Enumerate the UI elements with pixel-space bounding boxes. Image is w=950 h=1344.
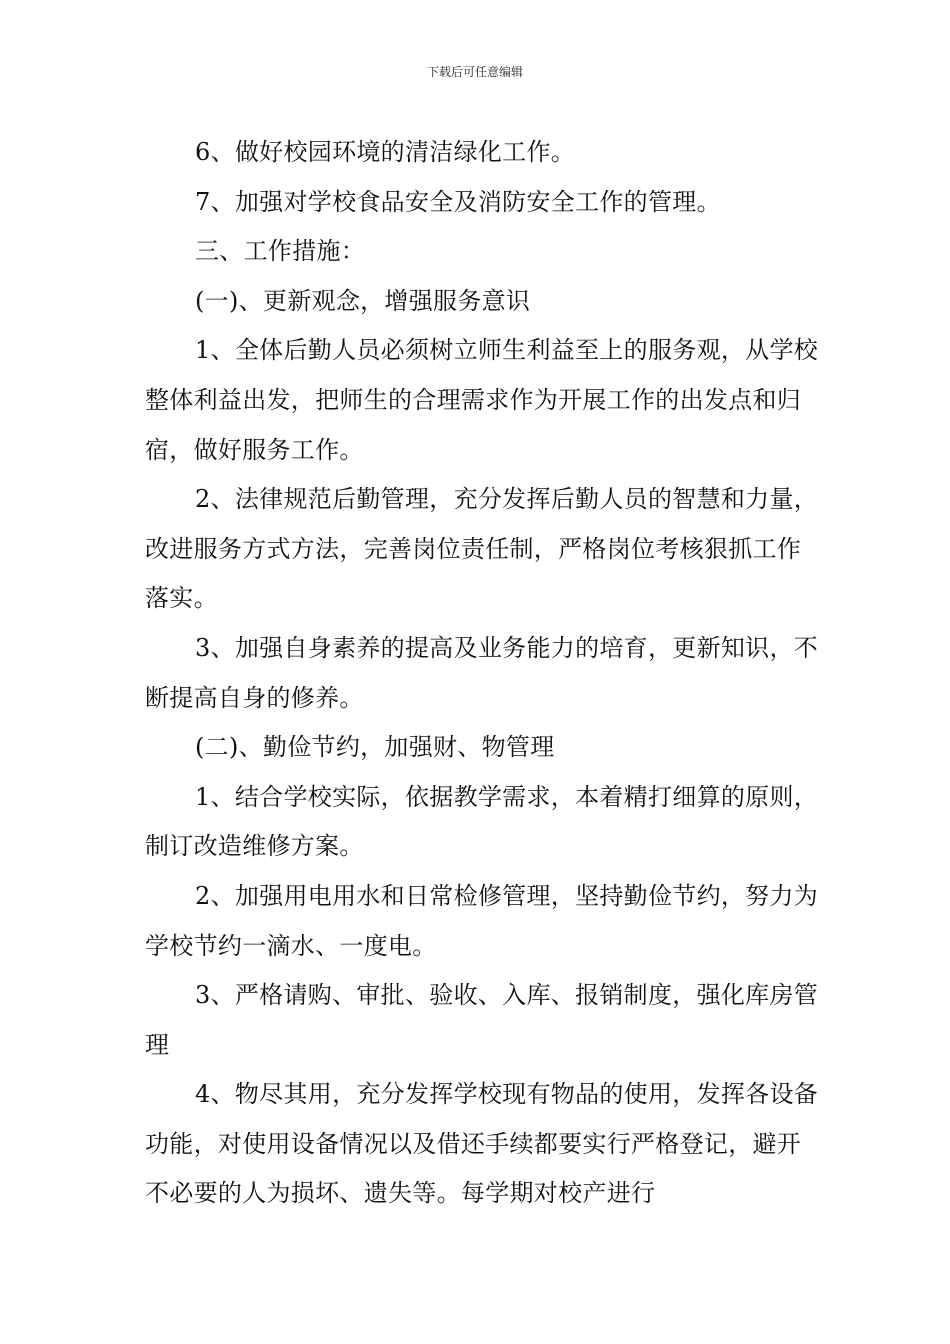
header-note: 下载后可任意编辑 xyxy=(426,65,523,79)
paragraph-finance-2: 2、加强用电用水和日常检修管理，坚持勤俭节约，努力为学校节约一滴水、一度电。 xyxy=(145,881,819,960)
subsection-heading-finance: (二)、勤俭节约，加强财、物管理 xyxy=(195,733,555,762)
paragraph-item-6: 6、做好校园环境的清洁绿化工作。 xyxy=(195,138,576,166)
paragraph-finance-3: 3、严格请购、审批、验收、入库、报销制度，强化库房管理 xyxy=(145,981,819,1059)
section-heading-measures: 三、工作措施： xyxy=(195,237,366,266)
subsection-heading-service: (一)、更新观念，增强服务意识 xyxy=(195,286,531,315)
paragraph-item-7: 7、加强对学校食品安全及消防安全工作的管理。 xyxy=(195,187,721,216)
paragraph-service-1: 1、全体后勤人员必须树立师生利益至上的服务观，从学校整体利益出发，把师生的合理需求作为开展工作的出发点和归宿，做好服务工作。 xyxy=(145,336,819,464)
paragraph-service-3: 3、加强自身素养的提高及业务能力的培育，更新知识，不断提高自身的修养。 xyxy=(145,633,819,712)
paragraph-finance-1: 1、结合学校实际，依据教学需求，本着精打细算的原则，制订改造维修方案。 xyxy=(145,782,819,861)
paragraph-finance-4: 4、物尽其用，充分发挥学校现有物品的使用，发挥各设备功能，对使用设备情况以及借还手续都要实行严格登记，避开不必要的人为损坏、遗失等。每学期对校产进行 xyxy=(145,1080,819,1208)
document-body xyxy=(145,128,825,1219)
paragraph-service-2: 2、法律规范后勤管理，充分发挥后勤人员的智慧和力量，改进服务方式方法，完善岗位责任制，严格岗位考核狠抓工作落实。 xyxy=(145,485,819,613)
